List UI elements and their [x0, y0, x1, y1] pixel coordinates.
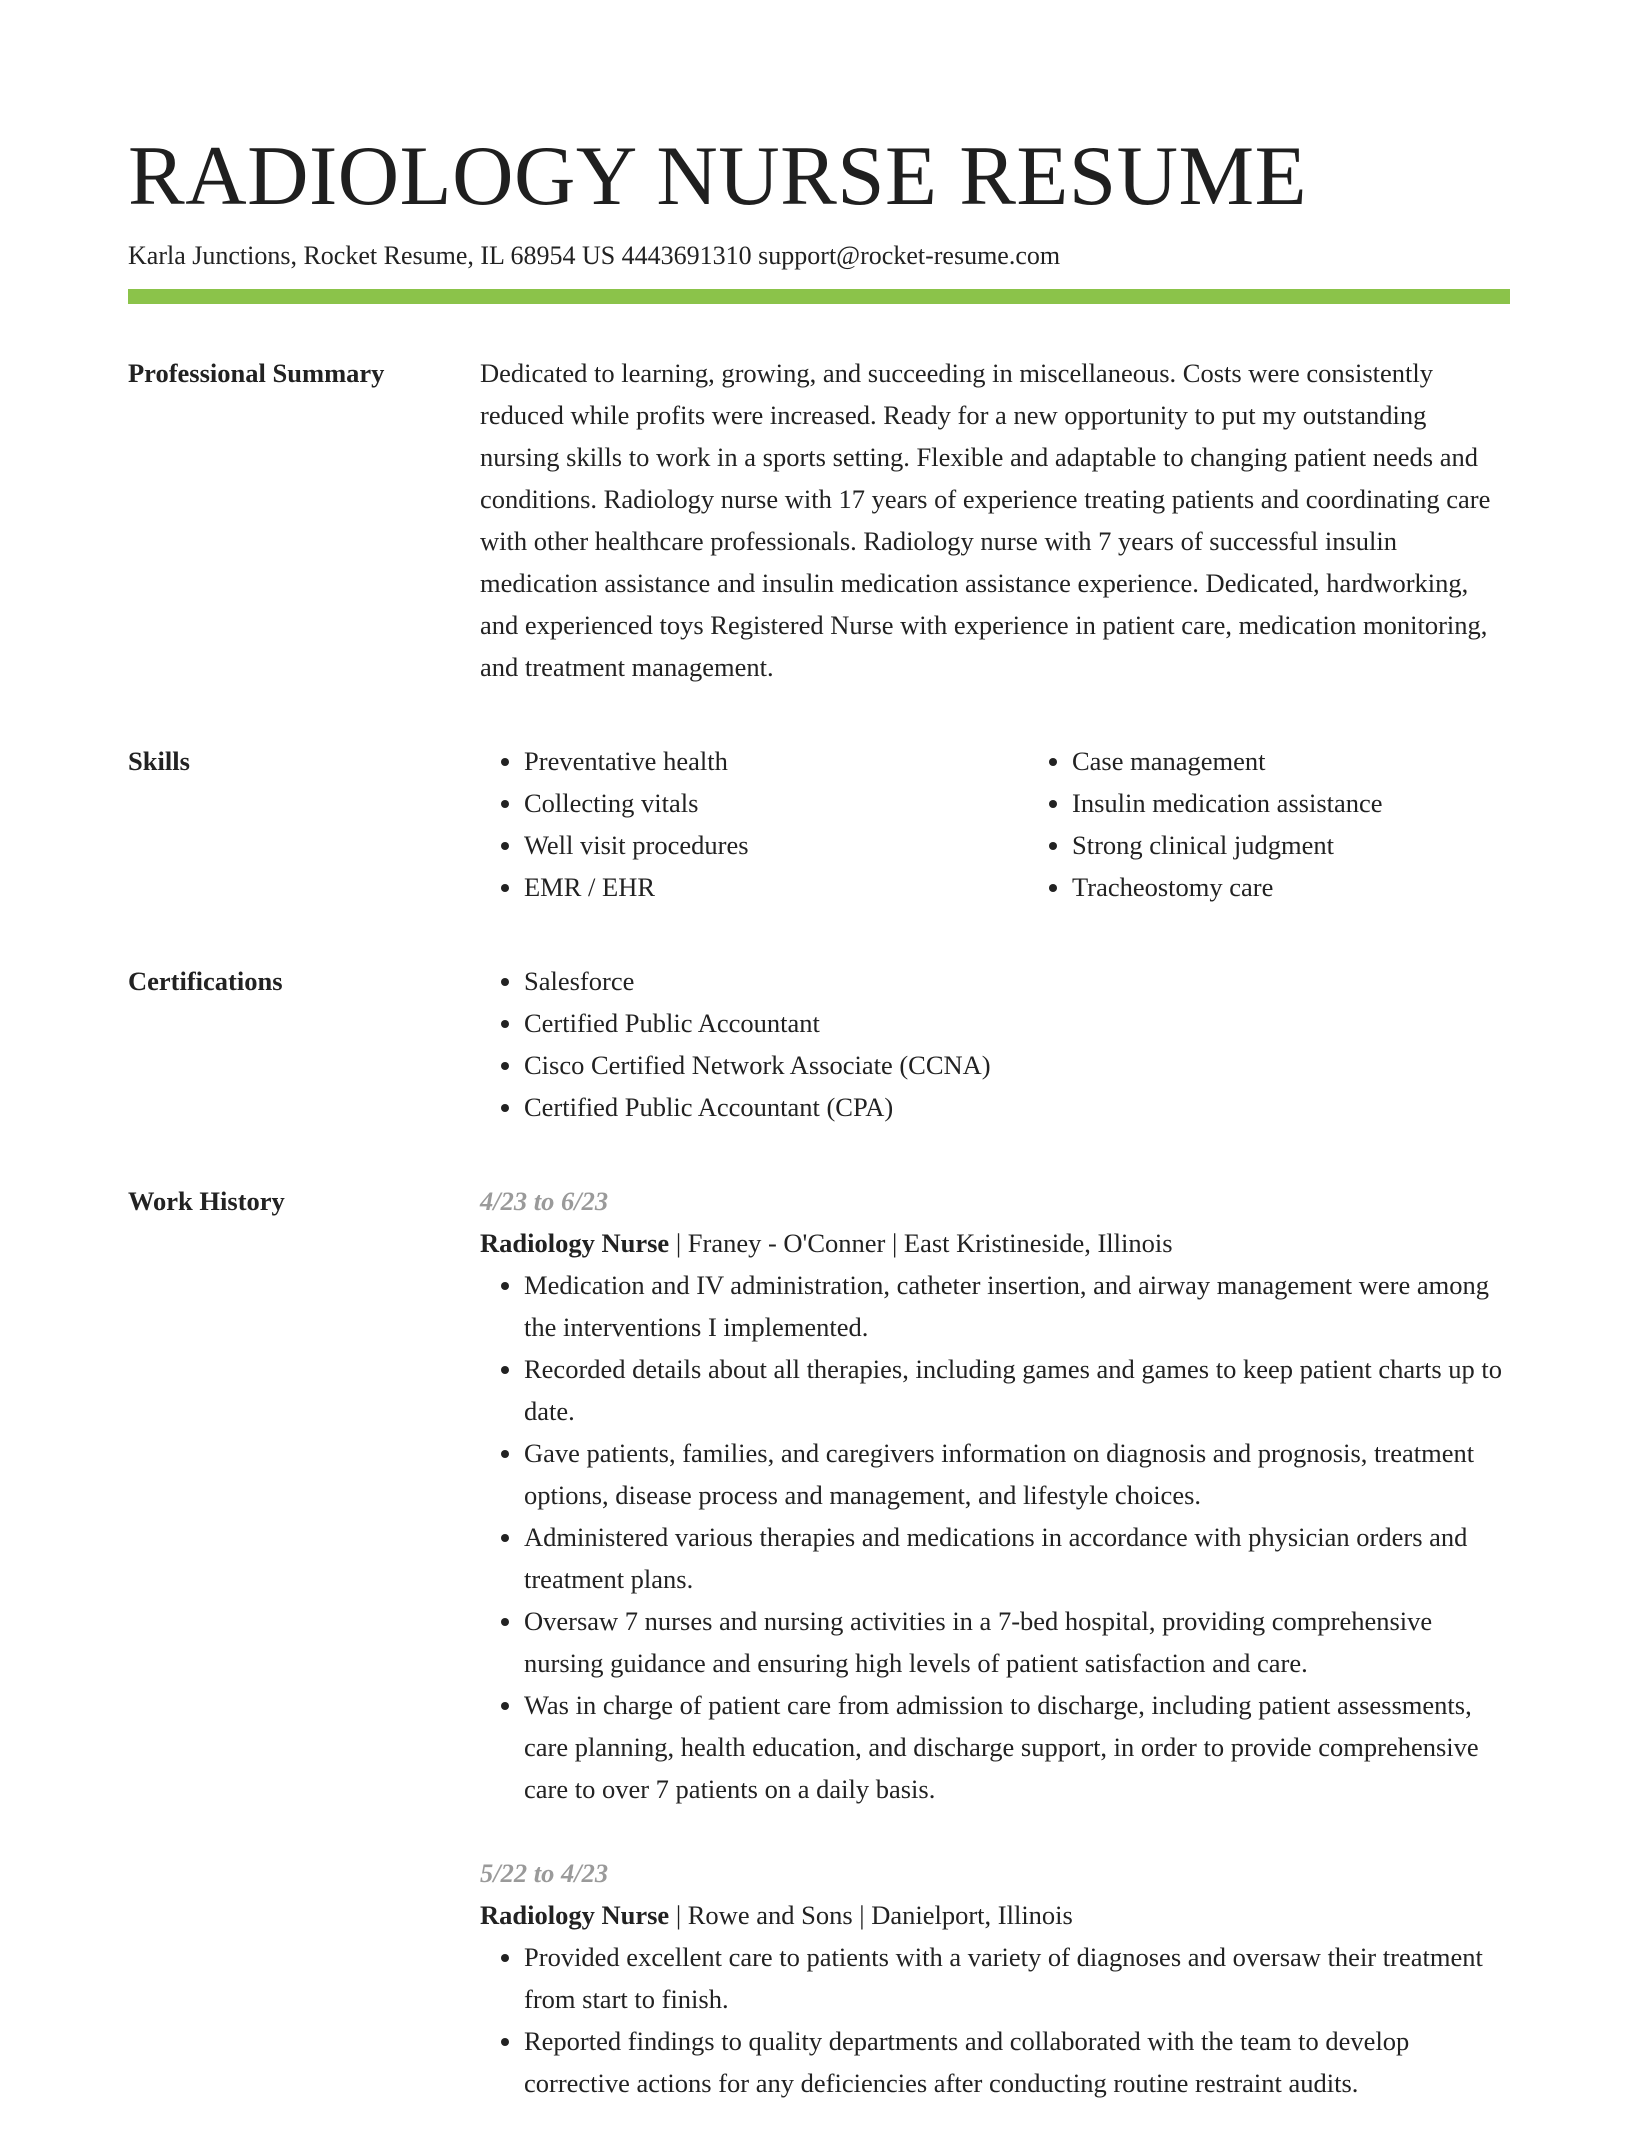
summary-heading: Professional Summary: [128, 358, 385, 388]
skill-item: • Preventative health: [524, 740, 1028, 782]
job-bullet: • Provided excellent care to patients with a variety of diagnoses and oversaw their treatment from start to finish.: [524, 1936, 1510, 2020]
skills-section: [128, 740, 1510, 908]
job-entry: [480, 1852, 1510, 2104]
certifications-section: [128, 960, 1510, 1128]
job-bullet: • Medication and IV administration, catheter insertion, and airway management were among the interventions I implemented.: [524, 1264, 1510, 1348]
job-details: | Rowe and Sons | Danielport, Illinois: [669, 1900, 1073, 1930]
job-header: [480, 1222, 1510, 1264]
skill-item: • Case management: [1072, 740, 1510, 782]
skill-item: • Insulin medication assistance: [1072, 782, 1510, 824]
job-bullet: • Gave patients, families, and caregivers information on diagnosis and prognosis, treatment options, disease process and management, and lifestyle choices.: [524, 1432, 1510, 1516]
job-dates: 5/22 to 4/23: [480, 1858, 609, 1888]
certification-item: • Certified Public Accountant: [524, 1002, 1510, 1044]
skill-item: • Tracheostomy care: [1072, 866, 1510, 908]
certification-item: • Certified Public Accountant (CPA): [524, 1086, 1510, 1128]
job-header: [480, 1894, 1510, 1936]
job-bullet: • Administered various therapies and medications in accordance with physician orders and treatment plans.: [524, 1516, 1510, 1600]
job-bullet: • Oversaw 7 nurses and nursing activities in a 7-bed hospital, providing comprehensive nursing guidance and ensuring high levels of patient satisfaction and care.: [524, 1600, 1510, 1684]
skills-body: [480, 740, 1510, 908]
work-history-heading: Work History: [128, 1186, 285, 1216]
job-role: Radiology Nurse: [480, 1228, 670, 1258]
skills-grid: [480, 740, 1510, 908]
skills-list-left: [480, 740, 1028, 908]
summary-text: Dedicated to learning, growing, and succeeding in miscellaneous. Costs were consistently reduced while profits were increased. Ready for a new opportunity to put my outstanding nursing skills to work in a sports setting. Flexible and adaptable to changing patient needs and conditions. Radiology nurse with 17 years of experience treating patients and coordinating care with other healthcare professionals. Radiology nurse with 7 years of successful insulin medication assistance and insulin medication assistance experience. Dedicated, hardworking, and experienced toys Registered Nurse with experience in patient care, medication monitoring, and treatment management.: [480, 358, 1491, 682]
summary-section: [128, 352, 1510, 688]
accent-divider: [128, 289, 1510, 304]
skill-item: • Well visit procedures: [524, 824, 1028, 866]
job-bullet: • Reported findings to quality departments and collaborated with the team to develop corrective actions for any deficiencies after conducting routine restraint audits.: [524, 2020, 1510, 2104]
certification-item: • Cisco Certified Network Associate (CCNA): [524, 1044, 1510, 1086]
contact-line: Karla Junctions, Rocket Resume, IL 68954 US 4443691310 support@rocket-resume.com: [128, 241, 1061, 270]
work-history-section: [128, 1180, 1510, 2146]
certifications-heading: Certifications: [128, 966, 283, 996]
skill-item: • Strong clinical judgment: [1072, 824, 1510, 866]
job-bullet: • Recorded details about all therapies, including games and games to keep patient charts up to date.: [524, 1348, 1510, 1432]
job-bullets: [480, 1936, 1510, 2104]
job-dates: 4/23 to 6/23: [480, 1186, 609, 1216]
summary-body: [480, 352, 1510, 688]
skills-list-right: [1028, 740, 1510, 908]
certifications-list: [480, 960, 1510, 1128]
job-bullet: • Was in charge of patient care from admission to discharge, including patient assessments, care planning, health education, and discharge support, in order to provide comprehensive care to over 7 patients on a daily basis.: [524, 1684, 1510, 1810]
job-entry: [480, 1180, 1510, 1810]
job-details: | Franey - O'Conner | East Kristineside, Illinois: [669, 1228, 1173, 1258]
work-history-body: [480, 1180, 1510, 2146]
skills-heading: Skills: [128, 746, 190, 776]
job-bullets: [480, 1264, 1510, 1810]
job-role: Radiology Nurse: [480, 1900, 670, 1930]
skill-item: • Collecting vitals: [524, 782, 1028, 824]
certifications-body: [480, 960, 1510, 1128]
skill-item: • EMR / EHR: [524, 866, 1028, 908]
resume-title: RADIOLOGY NURSE RESUME: [128, 129, 1308, 223]
certification-item: • Salesforce: [524, 960, 1510, 1002]
